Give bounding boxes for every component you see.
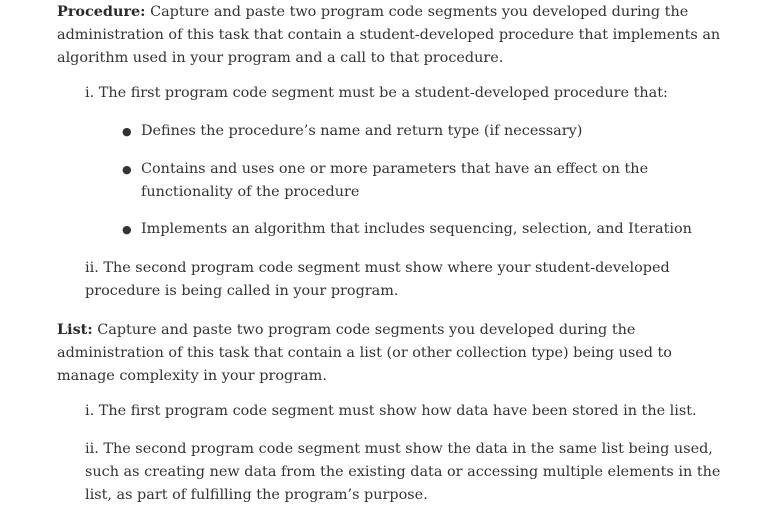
bullet-icon: ●: [122, 223, 132, 236]
procedure-label: Procedure:: [57, 3, 146, 20]
procedure-first-segment: i. The first program code segment must be a student-developed procedure that:: [85, 85, 668, 101]
bullet-text: Defines the procedure’s name and return type (if necessary): [141, 123, 583, 139]
procedure-text: Capture and paste two program code segments you developed during the administration of this task that contain a student-developed procedure that implements an algorithm used in your program and a call to that procedure.: [57, 4, 721, 66]
procedure-second-segment: ii. The second program code segment must show where your student-developed procedure is being called in your program.: [85, 260, 670, 299]
list-first-segment: i. The first program code segment must show how data have been stored in the list.: [85, 403, 697, 419]
list-second-segment: ii. The second program code segment must show the data in the same list being used, such as creating new data from the existing data or accessing multiple elements in the list, as part of fulfilling the program’s purpose.: [85, 441, 721, 503]
list-paragraph: [57, 318, 727, 388]
bullet-text: Contains and uses one or more parameters that have an effect on the functionality of the procedure: [141, 161, 649, 200]
list-item: [122, 218, 722, 241]
list-item: [122, 120, 722, 143]
list-text: Capture and paste two program code segments you developed during the administration of this task that contain a list (or other collection type) being used to manage complexity in your program.: [57, 322, 672, 384]
bullet-icon: ●: [122, 163, 132, 176]
bullet-icon: ●: [122, 125, 132, 138]
list-label: List:: [57, 321, 93, 338]
procedure-paragraph: [57, 0, 727, 70]
bullet-text: Implements an algorithm that includes sequencing, selection, and Iteration: [141, 221, 692, 237]
list-item: [122, 158, 722, 204]
